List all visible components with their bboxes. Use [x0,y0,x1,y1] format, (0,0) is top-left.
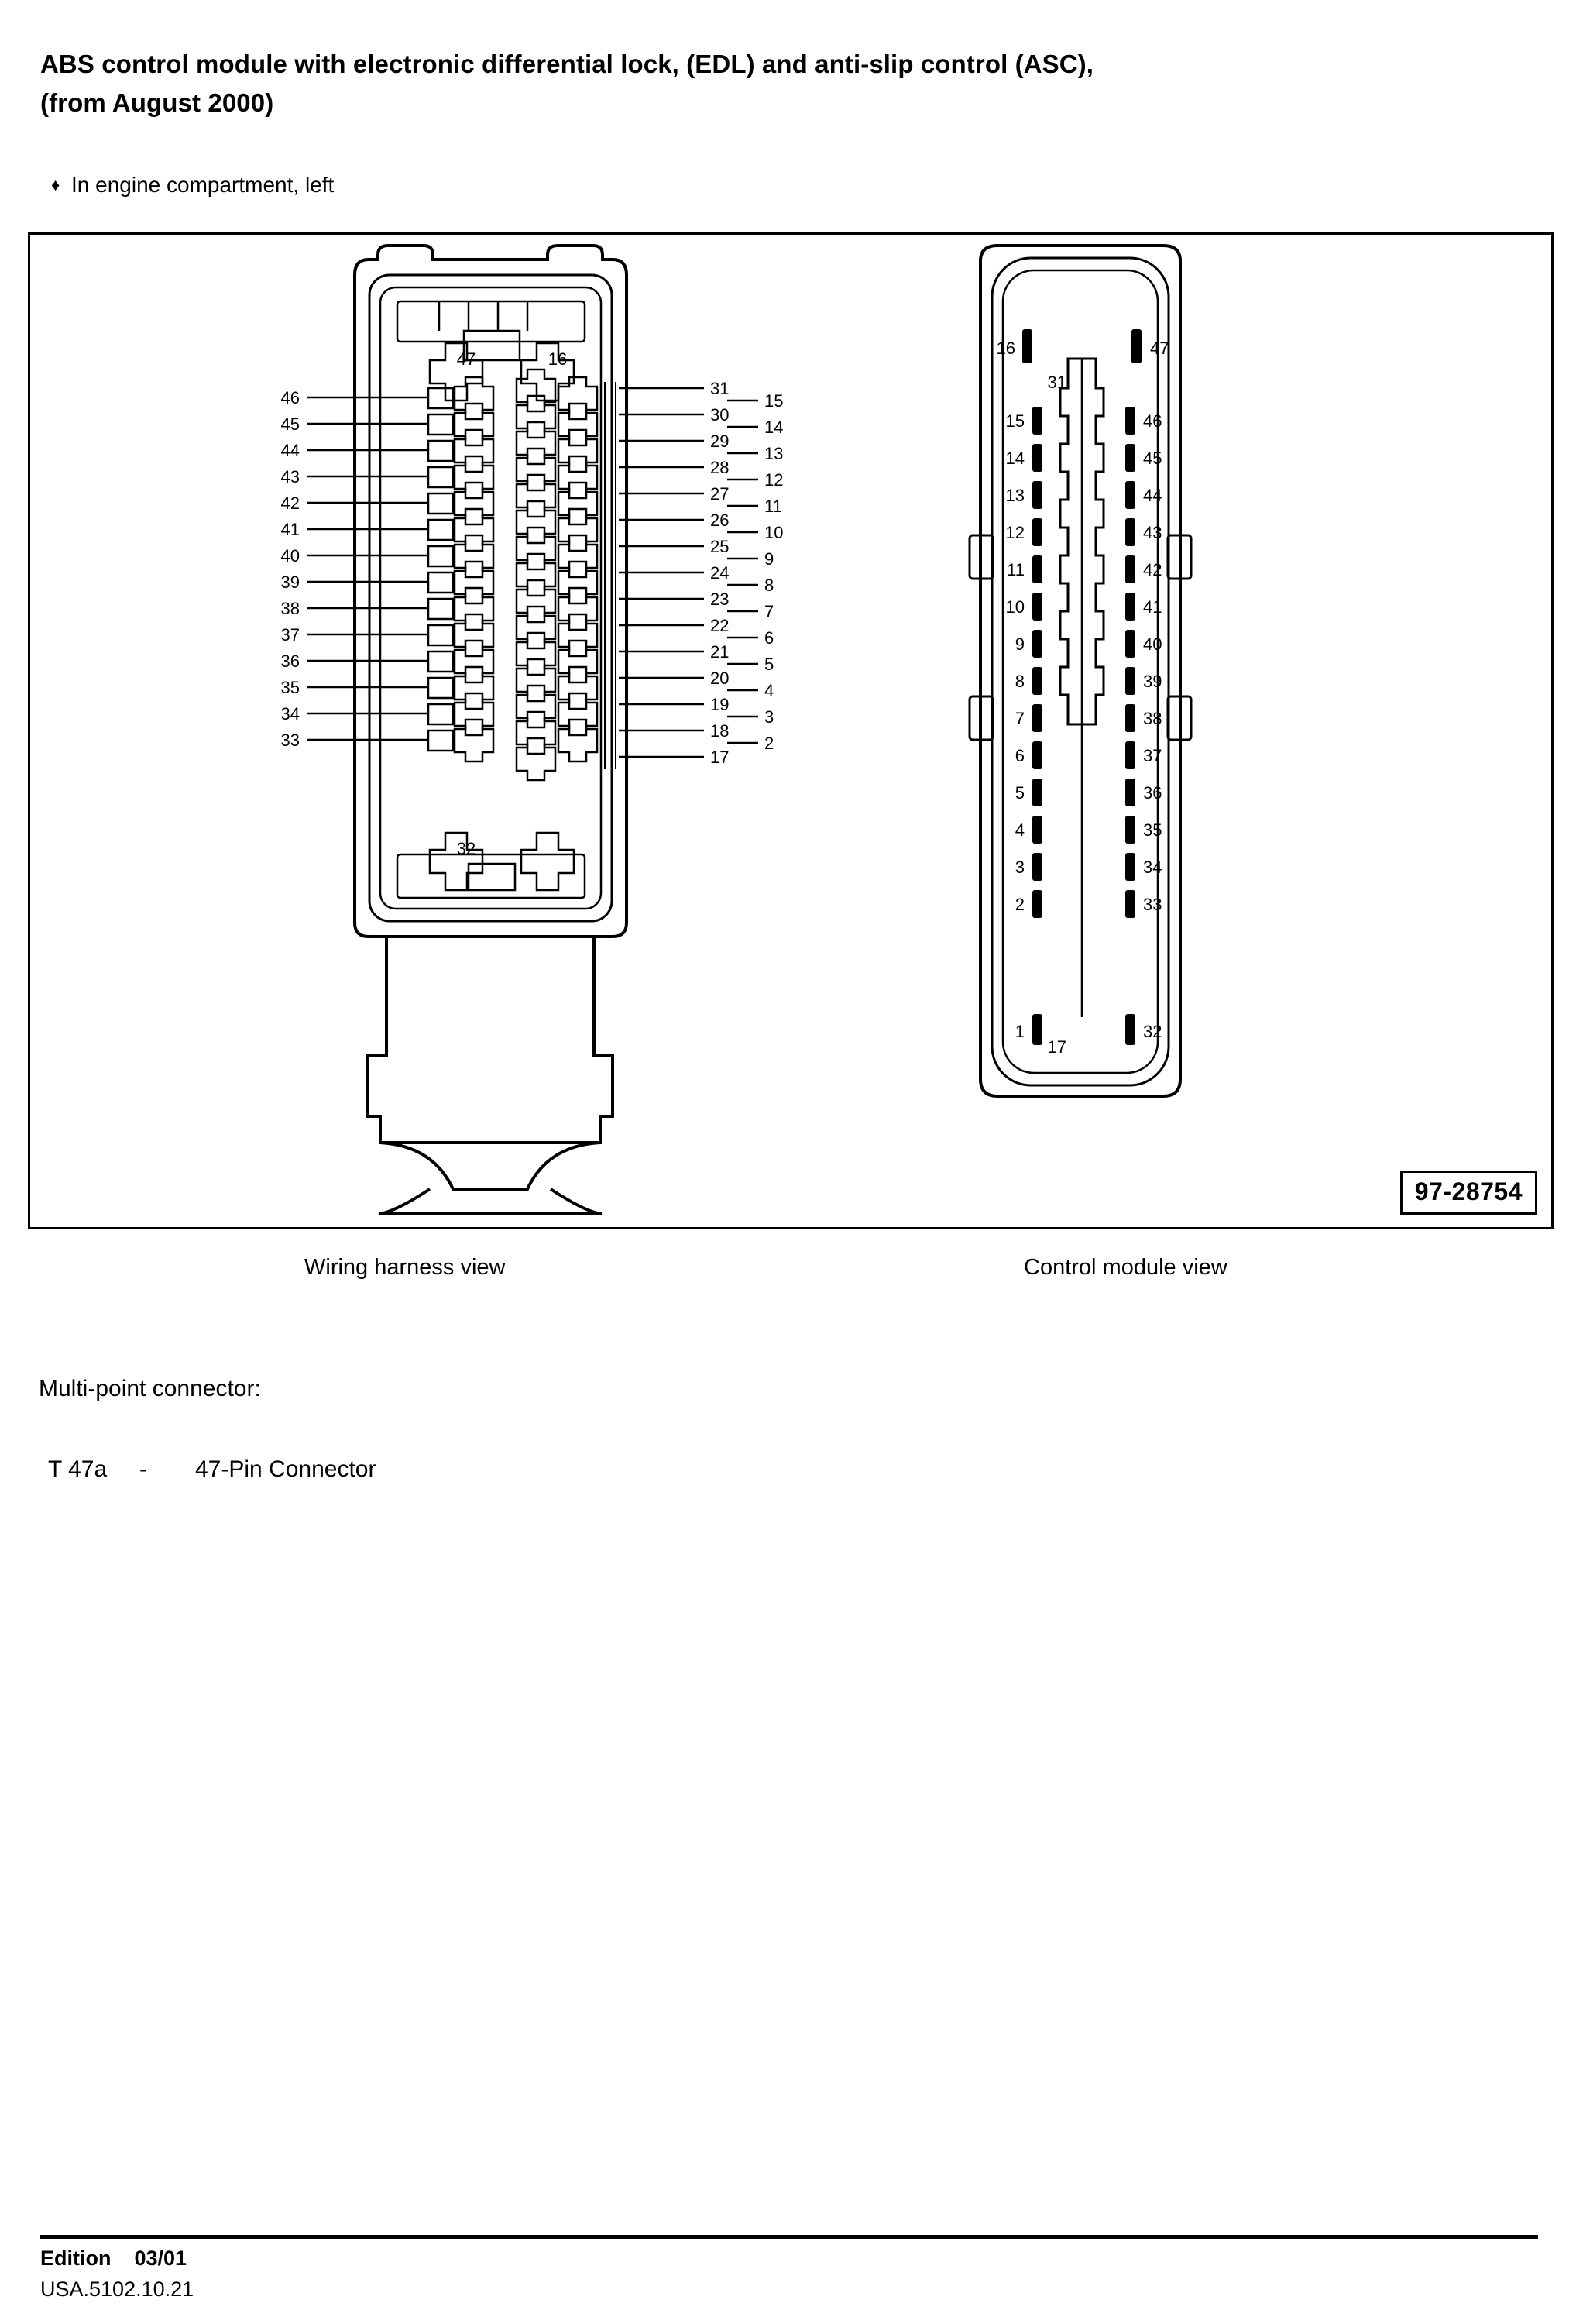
caption-control-module-view: Control module view [1024,1255,1227,1280]
svg-text:13: 13 [1005,486,1025,505]
svg-text:12: 12 [1005,523,1025,542]
svg-text:44: 44 [280,441,300,460]
svg-text:23: 23 [710,590,730,609]
svg-text:28: 28 [710,458,730,477]
svg-text:42: 42 [1143,560,1162,579]
svg-text:2: 2 [1015,895,1025,914]
svg-text:39: 39 [1143,672,1162,691]
svg-text:41: 41 [1143,597,1162,617]
page-title-line-1: ABS control module with electronic differential lock, (EDL) and anti-slip control (ASC), [40,50,1094,78]
connector-description: 47-Pin Connector [195,1456,376,1482]
svg-text:24: 24 [710,563,730,583]
svg-text:8: 8 [764,576,774,595]
svg-text:34: 34 [1143,858,1162,877]
figure-code: 97-28754 [1400,1171,1537,1215]
svg-text:33: 33 [280,731,300,750]
svg-text:36: 36 [280,651,300,671]
svg-text:6: 6 [1015,746,1025,765]
svg-text:37: 37 [280,625,300,645]
svg-text:40: 40 [280,546,300,566]
svg-text:42: 42 [280,493,300,513]
svg-text:17: 17 [1047,1037,1066,1057]
svg-text:5: 5 [1015,783,1025,803]
svg-text:14: 14 [764,418,784,437]
svg-text:5: 5 [764,655,774,674]
diamond-bullet-icon: ♦ [51,175,60,194]
svg-text:4: 4 [764,681,774,700]
svg-text:19: 19 [710,695,730,714]
svg-text:13: 13 [764,444,784,463]
svg-text:11: 11 [764,497,782,516]
svg-text:40: 40 [1143,634,1162,654]
harness-corner-label-32: 32 [456,839,476,858]
svg-text:32: 32 [1143,1022,1162,1041]
svg-text:27: 27 [710,484,730,504]
svg-text:39: 39 [280,572,300,592]
svg-text:16: 16 [996,339,1015,358]
svg-text:10: 10 [1005,597,1025,617]
svg-text:41: 41 [280,520,300,539]
svg-text:10: 10 [764,523,784,542]
multi-point-connector-heading: Multi-point connector: [39,1376,261,1401]
svg-text:2: 2 [764,734,774,753]
page-title-line-2: (from August 2000) [40,88,274,117]
footer-edition-label: Edition [40,2247,112,2270]
svg-text:15: 15 [764,391,784,411]
connector-entry [48,1456,376,1483]
svg-text:22: 22 [710,616,730,635]
svg-text:8: 8 [1015,672,1025,691]
caption-wiring-harness-view: Wiring harness view [304,1255,506,1280]
svg-text:17: 17 [710,748,730,767]
svg-text:9: 9 [764,549,774,569]
svg-text:1: 1 [1015,1022,1025,1041]
svg-text:14: 14 [1005,449,1025,468]
footer-divider [40,2235,1538,2239]
svg-text:9: 9 [1015,634,1025,654]
connector-figure [28,232,1554,1229]
connector-dash: - [139,1456,147,1482]
svg-text:29: 29 [710,431,730,451]
svg-text:7: 7 [764,602,774,621]
svg-text:15: 15 [1005,411,1025,431]
svg-text:43: 43 [1143,523,1162,542]
svg-text:45: 45 [280,414,300,434]
svg-text:35: 35 [1143,820,1162,840]
connector-code: T 47a [48,1456,108,1482]
svg-text:4: 4 [1015,820,1025,840]
svg-text:3: 3 [1015,858,1025,877]
location-note [51,172,334,200]
footer-edition [40,2247,187,2271]
svg-text:43: 43 [280,467,300,486]
svg-text:26: 26 [710,511,730,530]
svg-text:7: 7 [1015,709,1025,728]
svg-text:33: 33 [1143,895,1162,914]
harness-corner-label-47: 47 [456,349,476,369]
svg-text:3: 3 [764,707,774,727]
page-title [40,45,1512,122]
connector-diagram [30,235,1551,1227]
svg-text:31: 31 [1047,373,1066,392]
svg-text:12: 12 [764,470,784,490]
svg-text:25: 25 [710,537,730,556]
svg-text:44: 44 [1143,486,1162,505]
footer-doc-number: USA.5102.10.21 [40,2278,194,2301]
svg-text:46: 46 [280,388,300,407]
svg-text:21: 21 [710,642,730,662]
svg-text:38: 38 [280,599,300,618]
location-note-text: In engine compartment, left [71,173,335,197]
svg-text:20: 20 [710,669,730,688]
svg-text:11: 11 [1007,560,1025,579]
svg-text:6: 6 [764,628,774,648]
svg-text:38: 38 [1143,709,1162,728]
harness-corner-label-16: 16 [548,349,568,369]
svg-text:36: 36 [1143,783,1162,803]
svg-text:37: 37 [1143,746,1162,765]
svg-text:30: 30 [710,405,730,425]
svg-text:35: 35 [280,678,300,697]
svg-text:45: 45 [1143,449,1162,468]
svg-text:46: 46 [1143,411,1162,431]
svg-text:47: 47 [1150,339,1169,358]
svg-text:31: 31 [710,379,730,398]
svg-text:18: 18 [710,721,730,741]
footer-edition-value: 03/01 [134,2247,187,2270]
svg-text:34: 34 [280,704,300,724]
